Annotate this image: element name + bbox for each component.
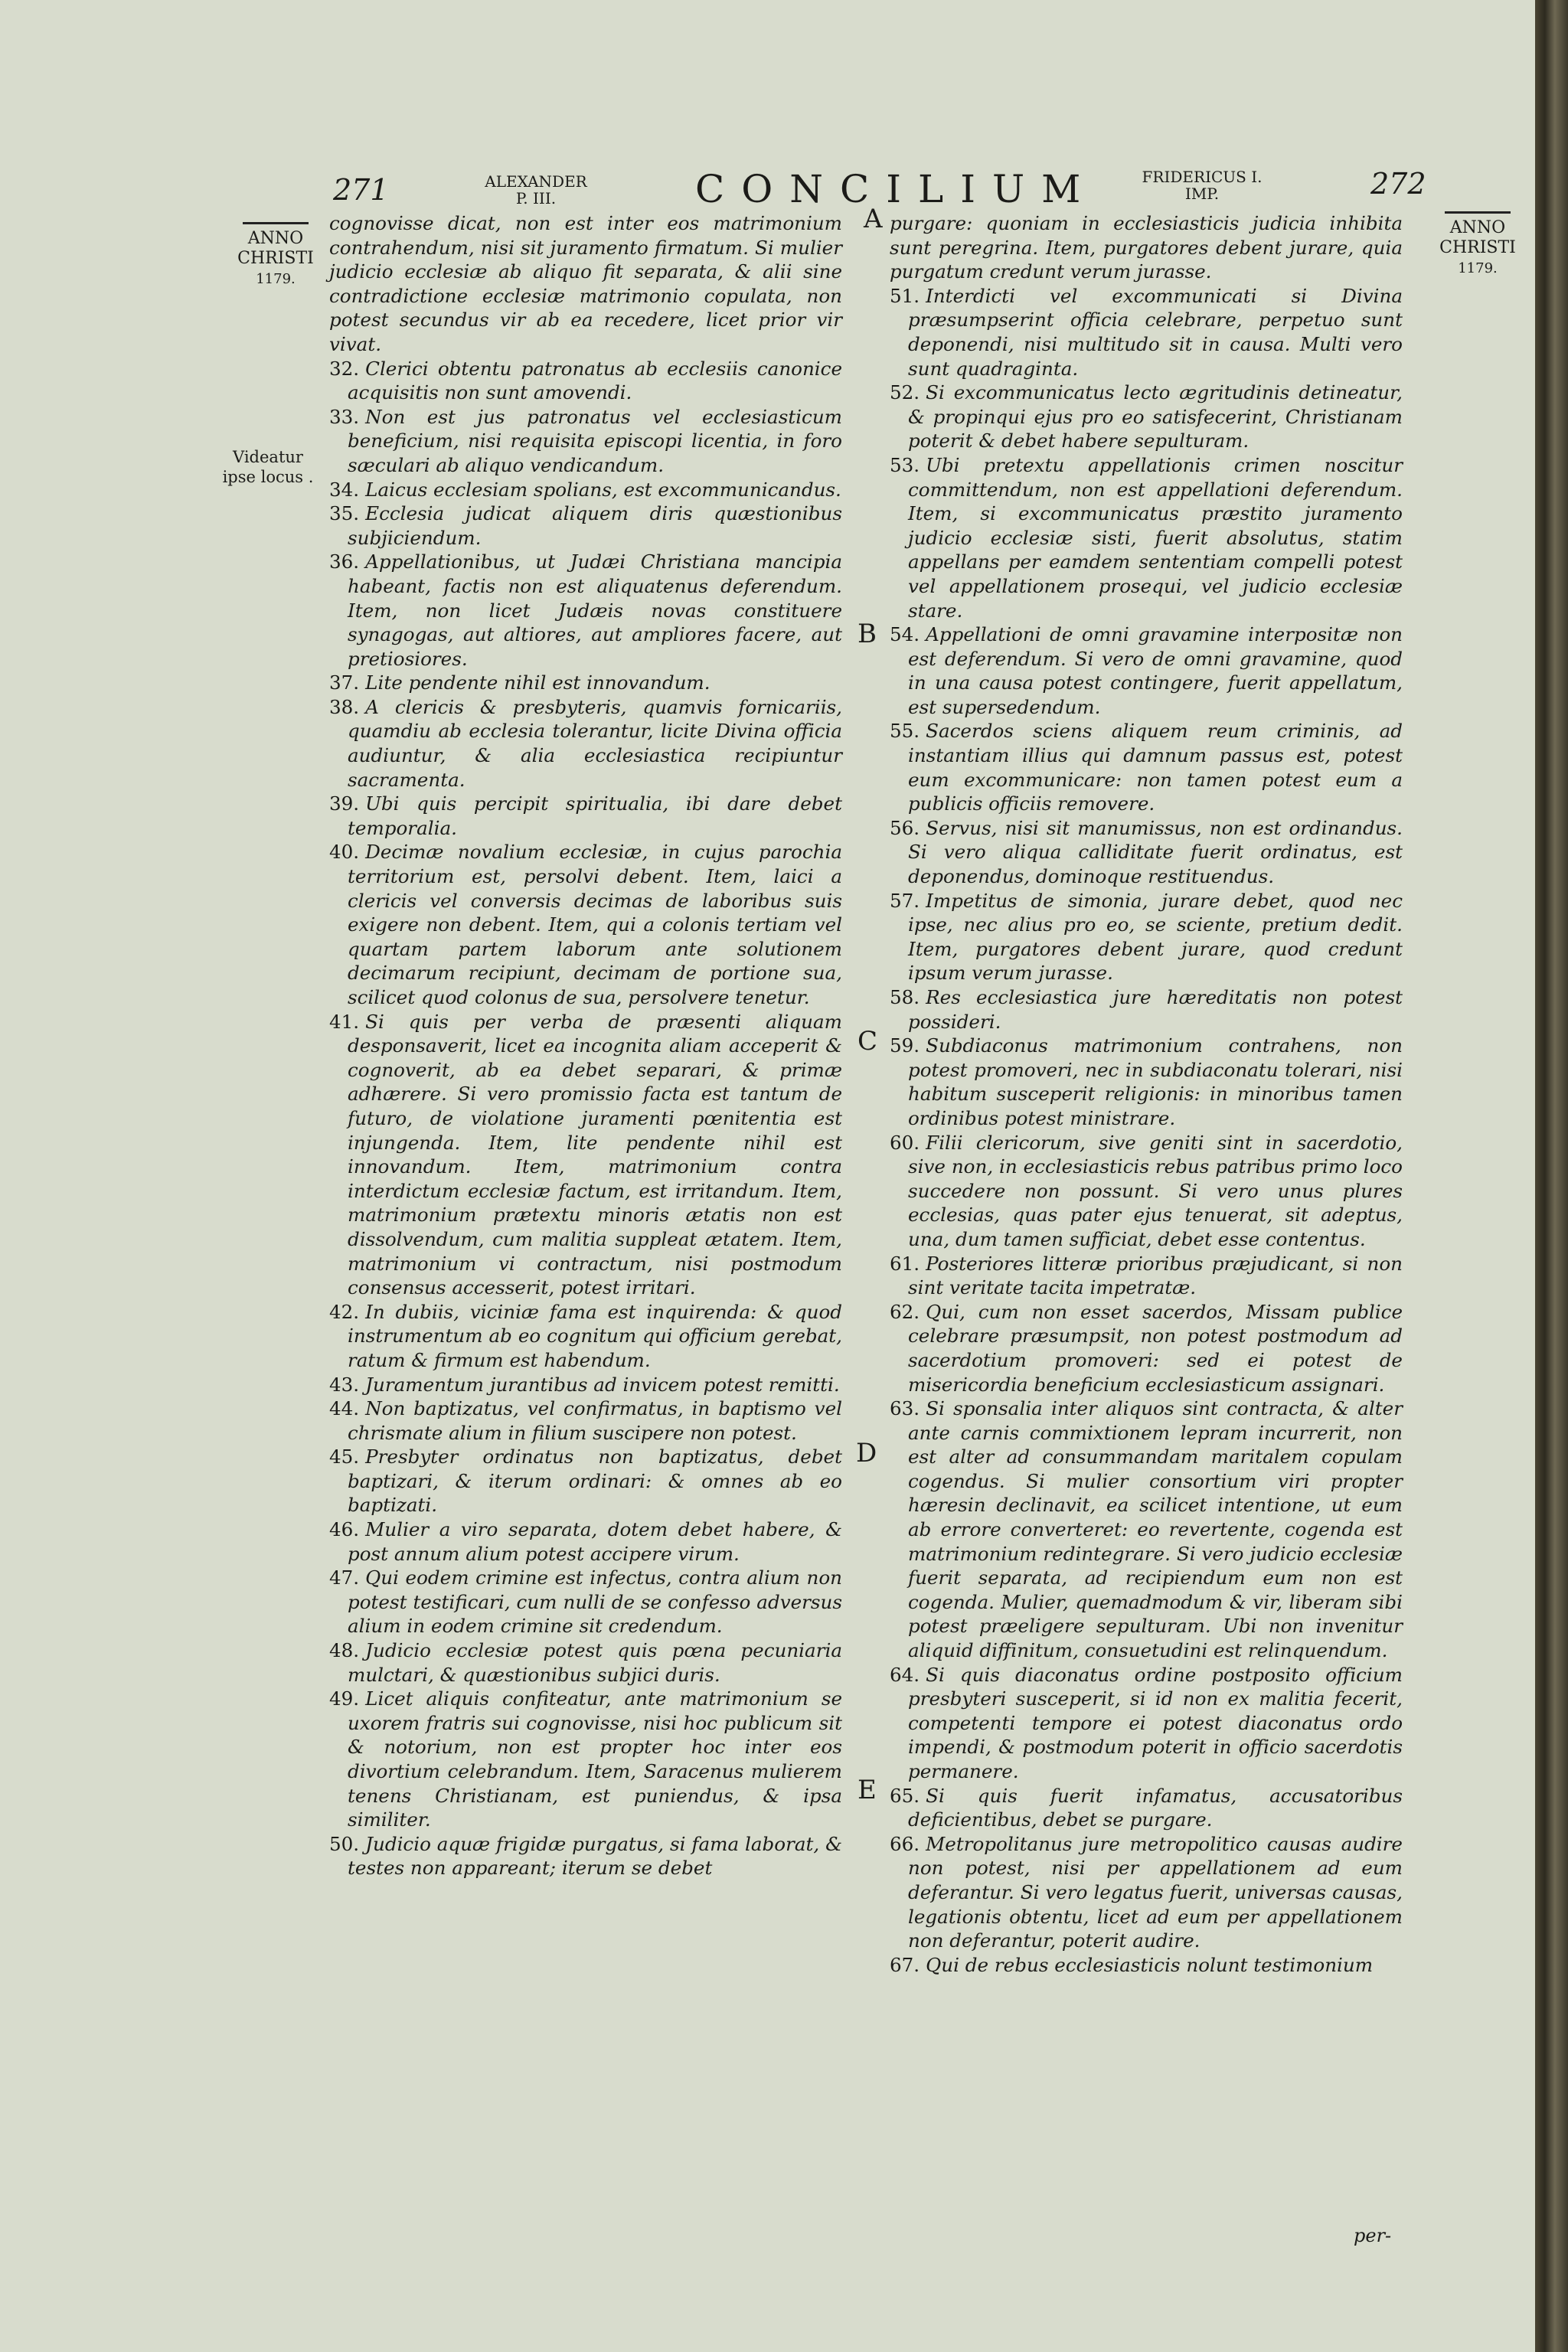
canon-paragraph: 39. Ubi quis percipit spiritualia, ibi dare debet temporalia. — [329, 792, 842, 839]
canon-paragraph: 41. Si quis per verba de præsenti aliquam desponsaverit, licet ea incognita aliam acceperit & cognoverit, ab ea debet separari, & primæ adhærere. Si vero promissio facta est tantum de futuro, de violatione juramenti pœnitentia est injungenda. Item, lite pendente nihil est innovandum. Item, matrimonium contra interdictum ecclesiæ factum, est irritandum. Item, matrimonium prætextu minoris ætatis non est dissolvendum, cum malitia suppleat ætatem. Item, matrimonium vi contractum, nisi postmodum consensus accesserit, potest irritari. — [329, 1010, 842, 1299]
canon-paragraph: 38. A clericis & presbyteris, quamvis fornicariis, quamdiu ab ecclesia tolerantur, licite Divina officia audiuntur, & alia ecclesiastica recipiuntur sacramenta. — [329, 695, 842, 791]
canon-paragraph: 54. Appellationi de omni gravamine interpositæ non est deferendum. Si vero de omni gravamine, quod in una causa potest contingere, fuerit appellatum, est supersedendum. — [890, 623, 1403, 718]
canon-paragraph: 59. Subdiaconus matrimonium contrahens, non potest promoveri, nec in subdiaconatu tolerari, nisi habitum susceperit religionis: in minoribus tamen ordinibus potest ministrare. — [890, 1034, 1403, 1129]
canon-paragraph: 45. Presbyter ordinatus non baptizatus, debet baptizari, & iterum ordinari: & omnes ab eo baptizati. — [329, 1446, 842, 1517]
canon-paragraph: 40. Decimæ novalium ecclesiæ, in cujus parochia territorium est, persolvi debent. Item, laici a clericis vel conversis decimas de laboribus suis exigere non debent. Item, qui a colonis tertiam vel quartam partem laborum ante solutionem decimarum recipiunt, decimam de portione sua, scilicet quod colonus de sua, persolvere tenetur. — [329, 841, 842, 1008]
canon-paragraph: 56. Servus, nisi sit manumissus, non est ordinandus. Si vero aliqua calliditate fuerit ordinatus, est deponendus, dominoque restituendus. — [890, 816, 1403, 888]
canon-paragraph: 57. Impetitus de simonia, jurare debet, quod nec ipse, nec alius pro eo, se sciente, pretium dedit. Item, purgatores debent jurare, quod credunt ipsum verum jurasse. — [890, 889, 1403, 985]
canon-paragraph: 58. Res ecclesiastica jure hæreditatis non potest possideri. — [890, 986, 1403, 1033]
canon-paragraph: 34. Laicus ecclesiam spolians, est excommunicandus. — [329, 478, 841, 501]
section-letter-c: C — [858, 1026, 878, 1057]
canon-paragraph: 66. Metropolitanus jure metropolitico causas audire non potest, nisi per appellationem ad eum deferantur. Si vero legatus fuerit, universas causas, legationis obtentu, licet ad eum per appellationem non deferantur, poterit audire. — [890, 1832, 1403, 1952]
canon-paragraph: 63. Si sponsalia inter aliquos sint contracta, & alter ante carnis commixtionem lepram incurrerit, non est alter ad consummandam maritalem copulam cogendus. Si mulier consortium viri propter hæresin declinavit, ea scilicet intentione, ut eum ab errore converteret: eo revertente, cogenda est matrimonium redintegrare. Si vero judicio ecclesiæ fuerit separata, ad recipiendum eum non est cogenda. Mulier, quemadmodum & vir, liberam sibi potest præeligere sepulturam. Ubi non invenitur aliquid diffinitum, consuetudini est relinquendum. — [890, 1397, 1403, 1662]
page-title: CONCILIUM — [695, 167, 1098, 211]
canon-paragraph: 50. Judicio aquæ frigidæ purgatus, si fama laborat, & testes non appareant; iterum se debet — [329, 1832, 842, 1880]
right-text-column — [890, 211, 1403, 1977]
left-text-column — [329, 211, 842, 1880]
margin-rule — [243, 222, 309, 224]
catchword: per- — [1354, 2225, 1392, 2246]
canon-paragraph: 33. Non est jus patronatus vel ecclesiasticum beneficium, nisi requisita episcopi licentia, in foro sæculari ab aliquo vendicandum. — [329, 405, 842, 476]
section-letter-a: A — [864, 204, 883, 234]
canon-paragraph: 65. Si quis fuerit infamatus, accusatoribus deficientibus, debet se purgare. — [890, 1784, 1403, 1831]
canon-paragraph: 52. Si excommunicatus lecto ægritudinis detineatur, & propinqui ejus pro eo satisfecerint, Christianam poterit & debet habere sepulturam. — [890, 381, 1403, 452]
canon-paragraph: 37. Lite pendente nihil est innovandum. — [329, 671, 710, 694]
header-emperor-name: FRIDERICUS I. IMP. — [1142, 168, 1263, 203]
canon-paragraph: 49. Licet aliquis confiteatur, ante matrimonium se uxorem fratris sui cognovisse, nisi hoc publicum sit & notorium, non est propter hoc inter eos divortium celebrandum. Item, Saracenus mulierem tenens Christianam, est puniendus, & ipsa similiter. — [329, 1687, 842, 1831]
section-letter-b: B — [858, 619, 877, 649]
canon-paragraph: 42. In dubiis, viciniæ fama est inquirenda: & quod instrumentum ab eo cognitum qui officium gerebat, ratum & firmum est habendum. — [329, 1300, 842, 1371]
canon-paragraph: 61. Posteriores litteræ prioribus præjudicant, si non sint veritate tacita impetratæ. — [890, 1252, 1403, 1299]
section-letter-d: D — [856, 1438, 877, 1468]
canon-paragraph: 64. Si quis diaconatus ordine postposito officium presbyteri susceperit, si id non ex malitia fecerit, competenti tempore ei potest diaconatus ordo impendi, & postmodum poterit in officio sacerdotis permanere. — [890, 1663, 1403, 1782]
canon-paragraph: 48. Judicio ecclesiæ potest quis pœna pecuniaria mulctari, & quæstionibus subjici duris. — [329, 1639, 842, 1686]
canon-paragraph: 60. Filii clericorum, sive geniti sint in sacerdotio, sive non, in ecclesiasticis rebus patribus primo loco succedere non possunt. Si vero unus plures ecclesias, quas pater ejus tenuerat, sit adeptus, una, dum tamen sufficiat, debet esse contentus. — [890, 1131, 1403, 1250]
canon-paragraph: 44. Non baptizatus, vel confirmatus, in baptismo vel chrismate alium in filium suscipere non potest. — [329, 1397, 842, 1444]
canon-paragraph: 32. Clerici obtentu patronatus ab ecclesiis canonice acquisitis non sunt amovendi. — [329, 357, 842, 404]
canon-paragraph: 62. Qui, cum non esset sacerdos, Missam publice celebrare præsumpsit, non potest postmodum ad sacerdotium promoveri: sed ei potest de misericordia beneficium ecclesiasticum assignari. — [890, 1300, 1403, 1396]
book-binding-edge — [1535, 0, 1568, 2352]
margin-note-videatur: Videatur ipse locus . — [222, 448, 314, 486]
canon-paragraph: purgare: quoniam in ecclesiasticis judicia inhibita sunt peregrina. Item, purgatores debent jurare, quia purgatum credunt verum jurasse. — [890, 212, 1403, 283]
section-letter-e: E — [858, 1775, 877, 1805]
canon-paragraph: 55. Sacerdos sciens aliquem reum criminis, ad instantiam illius qui damnum passus est, potest eum excommunicare: non tamen potest eum a publicis officiis removere. — [890, 720, 1403, 815]
canon-paragraph: 43. Juramentum jurantibus ad invicem potest remitti. — [329, 1373, 840, 1396]
page-header — [0, 161, 1535, 214]
page-number-right: 272 — [1370, 167, 1426, 201]
canon-paragraph: 67. Qui de rebus ecclesiasticis nolunt testimonium — [890, 1953, 1374, 1976]
canon-paragraph: 35. Ecclesia judicat aliquem diris quæstionibus subjiciendum. — [329, 502, 842, 549]
margin-year-right: ANNO CHRISTI 1179. — [1424, 211, 1531, 279]
canon-paragraph: 53. Ubi pretextu appellationis crimen noscitur committendum, non est appellationi deferendum. Item, si excommunicatus præstito juramento judicio ecclesiæ sisti, fuerit absolutus, statim appellans per eamdem sententiam compelli potest vel appellationem prosequi, vel judicio ecclesiæ stare. — [890, 453, 1403, 622]
margin-rule — [1445, 211, 1511, 214]
canon-paragraph: 47. Qui eodem crimine est infectus, contra alium non potest testificari, cum nulli de se confesso adversus alium in eodem crimine sit credendum. — [329, 1566, 842, 1638]
page-number-left: 271 — [333, 173, 389, 207]
header-pope-name: ALEXANDER P. III. — [485, 172, 587, 207]
margin-year-left: ANNO CHRISTI 1179. — [214, 222, 337, 289]
canon-paragraph: 46. Mulier a viro separata, dotem debet habere, & post annum alium potest accipere virum. — [329, 1518, 842, 1565]
canon-paragraph: cognovisse dicat, non est inter eos matrimonium contrahendum, nisi sit juramento firmatum. Si mulier judicio ecclesiæ ab aliquo fit separata, & alii sine contradictione ecclesiæ matrimonio copulata, non potest secundus vir ab ea recedere, licet prior vir vivat. — [329, 212, 842, 355]
canon-paragraph: 36. Appellationibus, ut Judæi Christiana mancipia habeant, factis non est aliquatenus deferendum. Item, non licet Judæis novas constituere synagogas, aut altiores, aut ampliores facere, aut pretiosiores. — [329, 550, 842, 670]
canon-paragraph: 51. Interdicti vel excommunicati si Divina præsumpserint officia celebrare, perpetuo sunt deponendi, nisi multitudo sit in causa. Multi vero sunt quadraginta. — [890, 284, 1403, 380]
